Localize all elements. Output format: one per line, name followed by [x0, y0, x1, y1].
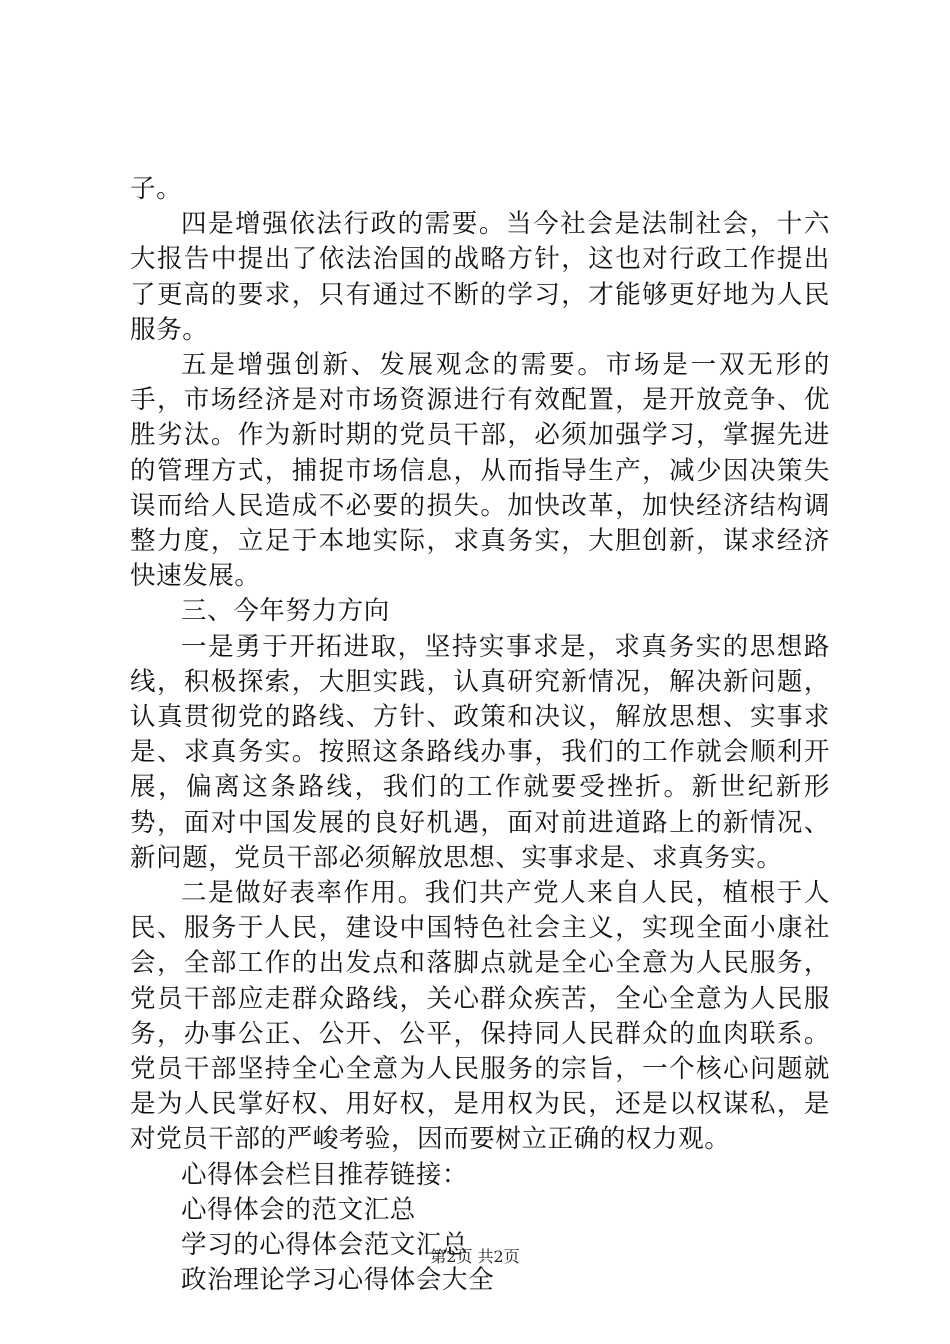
page-number-label: 第2页 共2页	[430, 1247, 520, 1266]
links-heading: 心得体会栏目推荐链接：	[181, 1159, 469, 1190]
page-footer	[0, 1244, 950, 1267]
recommended-link-1[interactable]: 心得体会的范文汇总	[181, 1194, 416, 1225]
paragraph-pioneering: 一是勇于开拓进取，坚持实事求是，求真务实的思想路线，积极探索，大胆实践，认真研究新情况，解决新问题，认真贯彻党的路线、方针、政策和决议，解放思想、实事求是、求真务实。按照这条路线办事，我们的工作就会顺利开展，偏离这条路线，我们的工作就要受挫折。新世纪新形势，面对中国发展的良好机遇，面对前进道路上的新情况、新问题，党员干部必须解放思想、实事求是、求真务实。	[130, 631, 830, 873]
paragraph-rule-of-law: 四是增强依法行政的需要。当今社会是法制社会，十六大报告中提出了依法治国的战略方针，这也对行政工作提出了更高的要求，只有通过不断的学习，才能够更好地为人民服务。	[130, 209, 830, 345]
section-heading-direction: 三、今年努力方向	[181, 596, 390, 627]
paragraph-innovation: 五是增强创新、发展观念的需要。市场是一双无形的手，市场经济是对市场资源进行有效配置，是开放竞争、优胜劣汰。作为新时期的党员干部，必须加强学习，掌握先进的管理方式，捕捉市场信息，从而指导生产，减少因决策失误而给人民造成不必要的损失。加快改革，加快经济结构调整力度，立足于本地实际，求真务实，大胆创新，谋求经济快速发展。	[130, 350, 830, 592]
paragraph-continuation: 子。	[130, 174, 183, 204]
paragraph-role-model: 二是做好表率作用。我们共产党人来自人民，植根于人民、服务于人民，建设中国特色社会主义，实现全面小康社会，全部工作的出发点和落脚点就是全心全意为人民服务，党员干部应走群众路线，关心群众疾苦，全心全意为人民服务，办事公正、公开、公平，保持同人民群众的血肉联系。党员干部坚持全心全意为人民服务的宗旨，一个核心问题就是为人民掌好权、用好权，是用权为民，还是以权谋私，是对党员干部的严峻考验，因而要树立正确的权力观。	[130, 878, 830, 1155]
document-body	[130, 172, 830, 1299]
recommended-link-2[interactable]: 学习的心得体会范文汇总	[181, 1230, 469, 1261]
recommended-link-3[interactable]: 政治理论学习心得体会大全	[181, 1265, 495, 1296]
